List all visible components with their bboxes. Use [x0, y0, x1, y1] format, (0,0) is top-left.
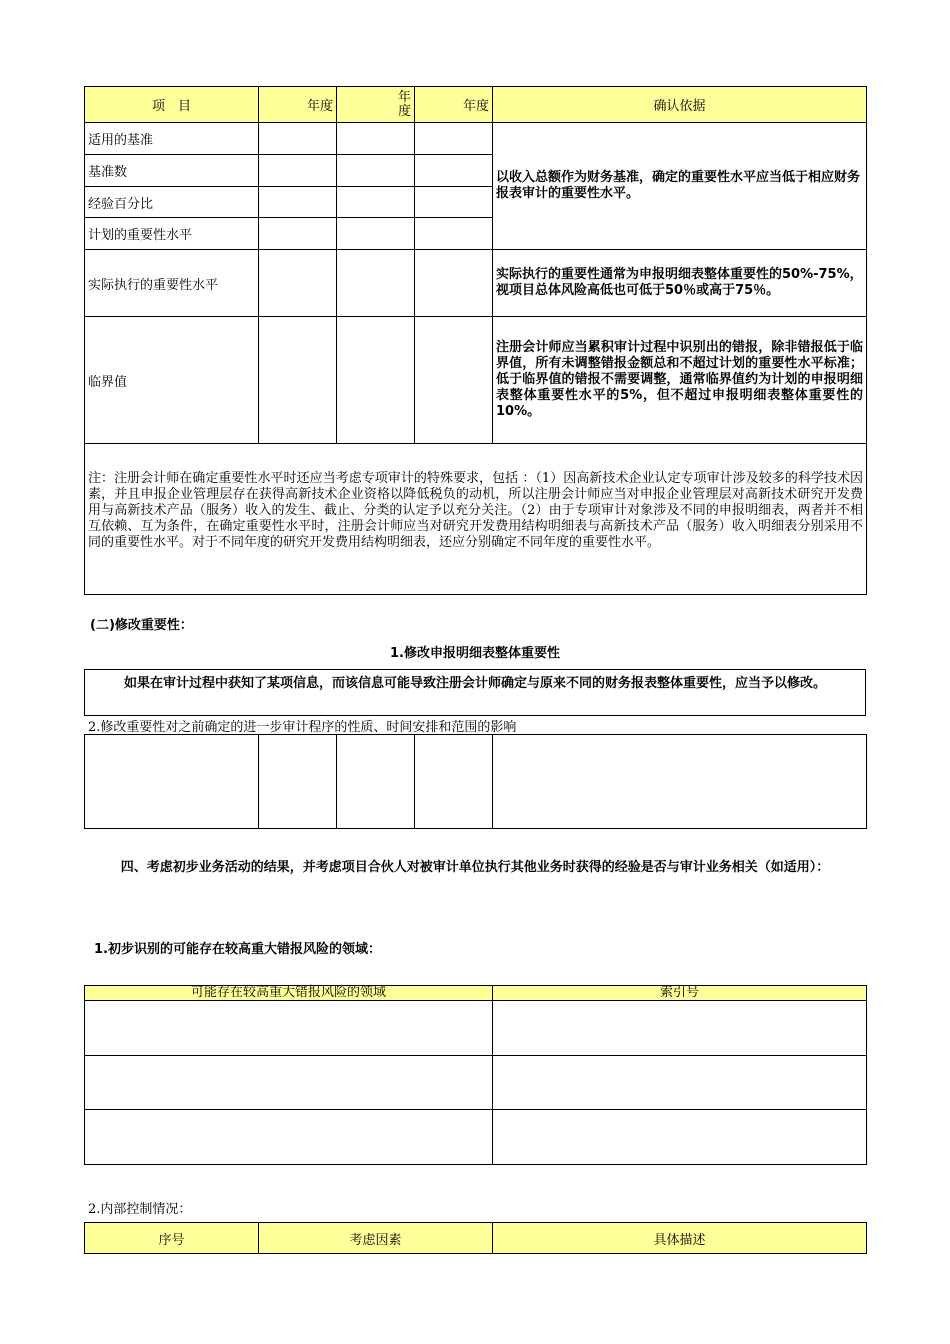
materiality-note: 注：注册会计师在确定重要性水平时还应当考虑专项审计的特殊要求，包括 ：（1）因高新技术企业认定专项审计涉及较多的科学技术因素，并且申报企业管理层存在获得高新技术企业资格以降低税负的动机，所以注册会计师应当对申报企业管理层对高新技术研究开发费用与高新技术产品（服务）收入的发生、截止、分类的认定予以充分关注。（2）由于专项审计对象涉及不同的申报明细表，两者并不相互依赖、互为条件，在确定重要性水平时，注册会计师应当对研究开发费用结构明细表与高新技术产品（服务）收入明细表分别采用不同的重要性水平。对于不同年度的研究开发费用结构明细表，还应分别确定不同年度的重要性水平。 [85, 444, 867, 595]
basis-3: 注册会计师应当累积审计过程中识别出的错报，除非错报低于临界值，所有未调整错报金额总和不超过计划的重要性水平标准；低于临界值的错报不需要调整，通常临界值约为计划的申报明细表整体重要性水平的5%，但不超过申报明细表整体重要性的10%。 [493, 317, 867, 444]
header-risk-area: 可能存在较高重大错报风险的领域 [85, 986, 493, 1001]
basis-2: 实际执行的重要性通常为申报明细表整体重要性的50%-75%，视项目总体风险高低也可低于50％或高于75％。 [493, 250, 867, 317]
cell[interactable] [415, 317, 493, 444]
cell[interactable] [415, 735, 493, 829]
row-label-applicable-basis: 适用的基准 [85, 123, 259, 155]
header-year-3: 年度 [415, 87, 493, 123]
modify-materiality-title: (二)修改重要性： [90, 618, 193, 633]
cell[interactable] [337, 218, 415, 250]
section-4-title: 四、考虑初步业务活动的结果，并考虑项目合伙人对被审计单位执行其他业务时获得的经验是否与审计业务相关（如适用）： [120, 860, 830, 875]
cell[interactable] [337, 187, 415, 218]
row-label-basis-amount: 基准数 [85, 155, 259, 187]
cell[interactable] [259, 735, 337, 829]
row-label-performance-materiality: 实际执行的重要性水平 [85, 250, 259, 317]
internal-control-table [84, 1222, 867, 1254]
cell[interactable] [337, 123, 415, 155]
risk-areas-table [84, 985, 867, 1165]
cell[interactable] [415, 155, 493, 187]
cell[interactable] [415, 250, 493, 317]
modify-box: 如果在审计过程中获知了某项信息，而该信息可能导致注册会计师确定与原来不同的财务报表整体重要性，应当予以修改。 [84, 669, 866, 716]
row-label-experience-percent: 经验百分比 [85, 187, 259, 218]
cell[interactable] [493, 1110, 867, 1165]
cell[interactable] [259, 250, 337, 317]
modify-subtitle-1: 1.修改申报明细表整体重要性 [390, 646, 560, 661]
header-year-2: 年 度 [337, 87, 415, 123]
cell[interactable] [415, 123, 493, 155]
row-label-threshold: 临界值 [85, 317, 259, 444]
cell[interactable] [337, 317, 415, 444]
cell[interactable] [493, 1056, 867, 1110]
modify-subtitle-2: 2.修改重要性对之前确定的进一步审计程序的性质、时间安排和范围的影响 [88, 720, 517, 735]
cell[interactable] [259, 155, 337, 187]
header-index: 索引号 [493, 986, 867, 1001]
modify-effects-table [84, 734, 867, 829]
header-item: 项 目 [85, 87, 259, 123]
cell[interactable] [493, 1001, 867, 1056]
basis-1: 以收入总额作为财务基准，确定的重要性水平应当低于相应财务报表审计的重要性水平。 [493, 123, 867, 250]
cell[interactable] [493, 735, 867, 829]
cell[interactable] [415, 218, 493, 250]
header-year-1: 年度 [259, 87, 337, 123]
cell[interactable] [337, 155, 415, 187]
cell[interactable] [259, 218, 337, 250]
row-label-planned-materiality: 计划的重要性水平 [85, 218, 259, 250]
materiality-table [84, 86, 867, 595]
internal-control-subtitle: 2.内部控制情况： [88, 1202, 192, 1217]
cell[interactable] [259, 317, 337, 444]
cell[interactable] [85, 1056, 493, 1110]
header-basis: 确认依据 [493, 87, 867, 123]
cell[interactable] [85, 1001, 493, 1056]
cell[interactable] [85, 1110, 493, 1165]
risk-areas-subtitle: 1.初步识别的可能存在较高重大错报风险的领域： [94, 942, 381, 957]
cell[interactable] [85, 735, 259, 829]
cell[interactable] [415, 187, 493, 218]
header-description: 具体描述 [493, 1223, 867, 1254]
header-serial: 序号 [85, 1223, 259, 1254]
cell[interactable] [337, 735, 415, 829]
header-factor: 考虑因素 [259, 1223, 493, 1254]
cell[interactable] [337, 250, 415, 317]
cell[interactable] [259, 187, 337, 218]
cell[interactable] [259, 123, 337, 155]
